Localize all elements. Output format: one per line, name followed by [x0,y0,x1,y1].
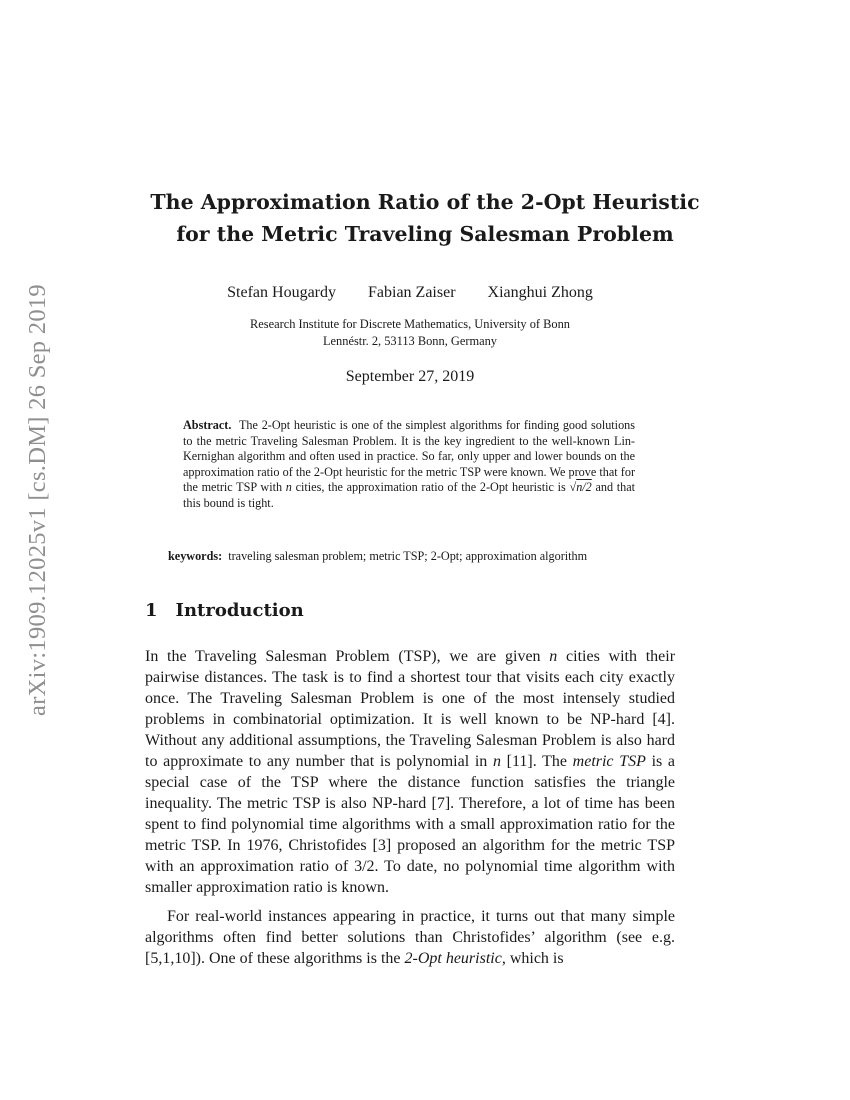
introduction-body [145,646,675,969]
sqrt-expression [569,480,591,494]
title-line-2: for the Metric Traveling Salesman Problem [176,222,674,246]
paragraph-1 [145,646,675,898]
affiliation-line-2: Lennéstr. 2, 53113 Bonn, Germany [322,334,497,348]
p1-variable-n-2: n [492,753,501,770]
publication-date: September 27, 2019 [345,368,475,385]
p1-text-1: In the Traveling Salesman Problem (TSP), we are given [145,648,541,665]
abstract-variable-n: n [285,480,292,495]
p2-text-2: , which is [501,950,564,967]
sqrt-argument: n/2 [576,480,592,495]
abstract-text-3: and that this bound is tight. [183,480,636,510]
abstract-text-1: The 2-Opt heuristic is one of the simplest algorithms for finding good solutions to the metric Traveling Salesman Problem. It is the key ingredient to the well-known Lin-Kernighan algorithm and often used in practice. So far, only upper and lower bounds on the approximation ratio of the 2-Opt heuristic for the metric TSP were known. We prove that for the metric TSP with [183,418,635,495]
affiliation [0,316,820,350]
abstract-text-2: cities, the approximation ratio of the 2-Opt heuristic is [295,480,566,495]
title-line-1: The Approximation Ratio of the 2-Opt Heuristic [150,190,700,214]
section-number: 1 [145,600,158,621]
author-3: Xianghui Zhong [487,284,593,301]
sqrt-symbol: √ [569,480,577,495]
keywords-label: keywords: [168,549,223,563]
arxiv-identifier: arXiv:1909.12025v1 [cs.DM] 26 Sep 2019 [24,284,51,716]
affiliation-line-1: Research Institute for Discrete Mathematics, University of Bonn [249,317,570,331]
keywords [168,549,708,564]
author-list [0,284,820,302]
author-1: Stefan Hougardy [227,284,336,301]
p1-emphasis-metric-tsp: metric TSP [572,753,646,770]
keywords-text: traveling salesman problem; metric TSP; 2-Opt; approximation algorithm [228,549,588,563]
p2-text-1: For real-world instances appearing in practice, it turns out that many simple algorithms often find better solutions than Christofides’ algorithm (see e.g. [5,1,10]). One of these algorithms is the [145,908,675,967]
p1-text-3: [11]. The [506,753,567,770]
p1-text-4: is a special case of the TSP where the distance function satisfies the triangle inequality. The metric TSP is also NP-hard [7]. Therefore, a lot of time has been spent to find polynomial time algorithms with a small approximation ratio for the metric TSP. In 1976, Christofides [3] proposed an algorithm for the metric TSP with an approximation ratio of 3/2. To date, no polynomial time algorithm with smaller approximation ratio is known. [145,753,676,896]
abstract-label: Abstract. [183,418,232,432]
author-2: Fabian Zaiser [368,284,456,301]
abstract [183,418,635,512]
paper-title [0,186,850,250]
section-heading [145,600,304,621]
p1-variable-n: n [549,648,558,665]
p1-text-2: cities with their pairwise distances. The task is to find a shortest tour that visits each city exactly once. The Traveling Salesman Problem is one of the most intensely studied problems in combinatorial optimization. It is well known to be NP-hard [4]. Without any additional assumptions, the Traveling Salesman Problem is also hard to approximate to any number that is polynomial in [145,648,676,770]
p2-emphasis-2opt: 2-Opt heuristic [404,950,502,967]
section-title: Introduction [175,600,304,621]
paragraph-2 [145,906,675,969]
